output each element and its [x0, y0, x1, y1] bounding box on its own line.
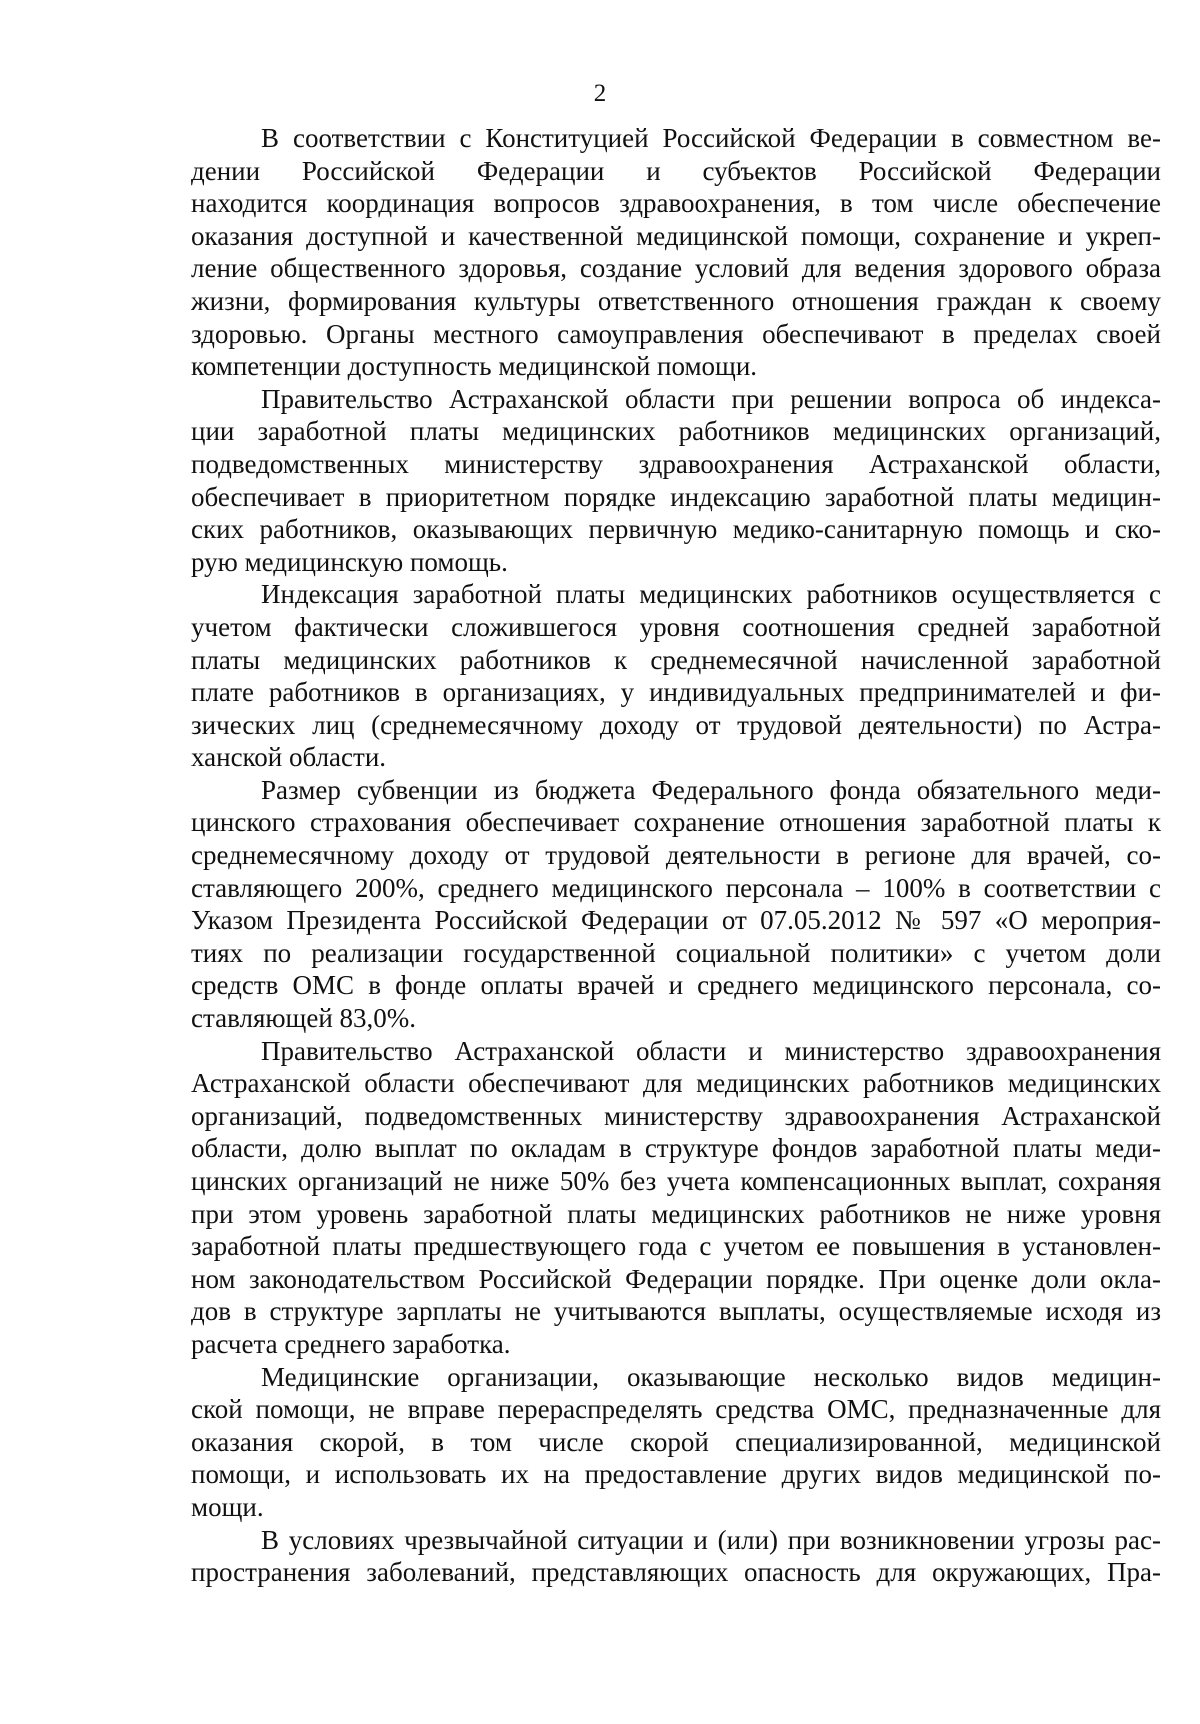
text-line: жизни, формирования культуры ответственного отношения граждан к своему	[191, 285, 1161, 316]
text-line: цинского страхования обеспечивает сохранение отношения заработной платы к	[191, 807, 1161, 838]
text-line: средств ОМС в фонде оплаты врачей и среднего медицинского персонала, со-	[191, 970, 1161, 1001]
text-line: находится координация вопросов здравоохранения, в том числе обеспечение	[191, 188, 1161, 219]
text-line: ской помощи, не вправе перераспределять средства ОМС, предназначенные для	[191, 1394, 1161, 1425]
text-line: ставляющего 200%, среднего медицинского персонала – 100% в соответствии с	[191, 872, 1161, 903]
text-line: среднемесячному доходу от трудовой деятельности в регионе для врачей, со-	[191, 840, 1161, 871]
text-line: зических лиц (среднемесячному доходу от трудовой деятельности) по Астра-	[191, 709, 1161, 740]
text-line: Указом Президента Российской Федерации от 07.05.2012 № 597 «О мероприя-	[191, 905, 1161, 936]
text-line: В условиях чрезвычайной ситуации и (или) при возникновении угрозы рас-	[261, 1524, 1161, 1555]
text-line: рую медицинскую помощь.	[191, 546, 508, 577]
text-line: Медицинские организации, оказывающие несколько видов медицин-	[261, 1361, 1161, 1392]
text-line: цинских организаций не ниже 50% без учета компенсационных выплат, сохраняя	[191, 1166, 1161, 1196]
text-line: ханской области.	[191, 742, 387, 773]
text-line: организаций, подведомственных министерству здравоохранения Астраханской	[191, 1100, 1161, 1131]
paragraph	[191, 122, 1161, 383]
text-line: В соответствии с Конституцией Российской Федерации в совместном ве-	[261, 123, 1161, 153]
text-line: ление общественного здоровья, создание условий для ведения здорового образа	[191, 253, 1161, 284]
text-line: Индексация заработной платы медицинских работников осуществляется с	[261, 579, 1161, 610]
text-line: Правительство Астраханской области и министерство здравоохранения	[261, 1035, 1161, 1066]
text-line: расчета среднего заработка.	[191, 1328, 511, 1359]
text-line: плате работников в организациях, у индивидуальных предпринимателей и фи-	[191, 677, 1161, 708]
text-line: помощи, и использовать их на предоставление других видов медицинской по-	[191, 1459, 1161, 1490]
text-line: учетом фактически сложившегося уровня соотношения средней заработной	[191, 611, 1161, 642]
paragraph	[191, 578, 1161, 774]
page-number: 2	[593, 80, 607, 107]
text-line: подведомственных министерству здравоохранения Астраханской области,	[191, 448, 1161, 479]
text-line: ставляющей 83,0%.	[191, 1003, 417, 1034]
text-line: ских работников, оказывающих первичную медико-санитарную помощь и ско-	[191, 514, 1161, 545]
paragraph	[191, 774, 1161, 1035]
text-line: платы медицинских работников к среднемесячной начисленной заработной	[191, 644, 1161, 675]
paragraph	[191, 1035, 1161, 1361]
text-line: оказания скорой, в том числе скорой специализированной, медицинской	[191, 1426, 1161, 1457]
text-line: оказания доступной и качественной медицинской помощи, сохранение и укреп-	[191, 220, 1161, 251]
text-line: компетенции доступность медицинской помощи.	[191, 351, 758, 382]
paragraph	[191, 383, 1161, 579]
text-line: дов в структуре зарплаты не учитываются выплаты, осуществляемые исходя из	[191, 1296, 1161, 1327]
text-line: Размер субвенции из бюджета Федерального фонда обязательного меди-	[261, 774, 1161, 805]
text-line: обеспечивает в приоритетном порядке индексацию заработной платы медицин-	[191, 481, 1161, 512]
paragraph	[191, 1524, 1161, 1589]
text-line: области, долю выплат по окладам в структуре фондов заработной платы меди-	[191, 1133, 1161, 1164]
text-line: здоровью. Органы местного самоуправления обеспечивают в пределах своей	[191, 318, 1161, 349]
text-line: дении Российской Федерации и субъектов Российской Федерации	[191, 155, 1161, 186]
text-line: ции заработной платы медицинских работников медицинских организаций,	[191, 416, 1161, 447]
paragraph	[191, 1361, 1161, 1524]
document-body	[191, 122, 1161, 1589]
text-line: мощи.	[191, 1491, 264, 1522]
text-line: при этом уровень заработной платы медицинских работников не ниже уровня	[191, 1198, 1161, 1229]
text-line: пространения заболеваний, представляющих опасность для окружающих, Пра-	[191, 1557, 1161, 1588]
text-line: Правительство Астраханской области при решении вопроса об индекса-	[261, 383, 1161, 414]
text-line: заработной платы предшествующего года с учетом ее повышения в установлен-	[191, 1231, 1161, 1262]
text-line: Астраханской области обеспечивают для медицинских работников медицинских	[191, 1068, 1161, 1099]
text-line: ном законодательством Российской Федерации порядке. При оценке доли окла-	[191, 1263, 1161, 1294]
text-line: тиях по реализации государственной социальной политики» с учетом доли	[191, 937, 1161, 968]
